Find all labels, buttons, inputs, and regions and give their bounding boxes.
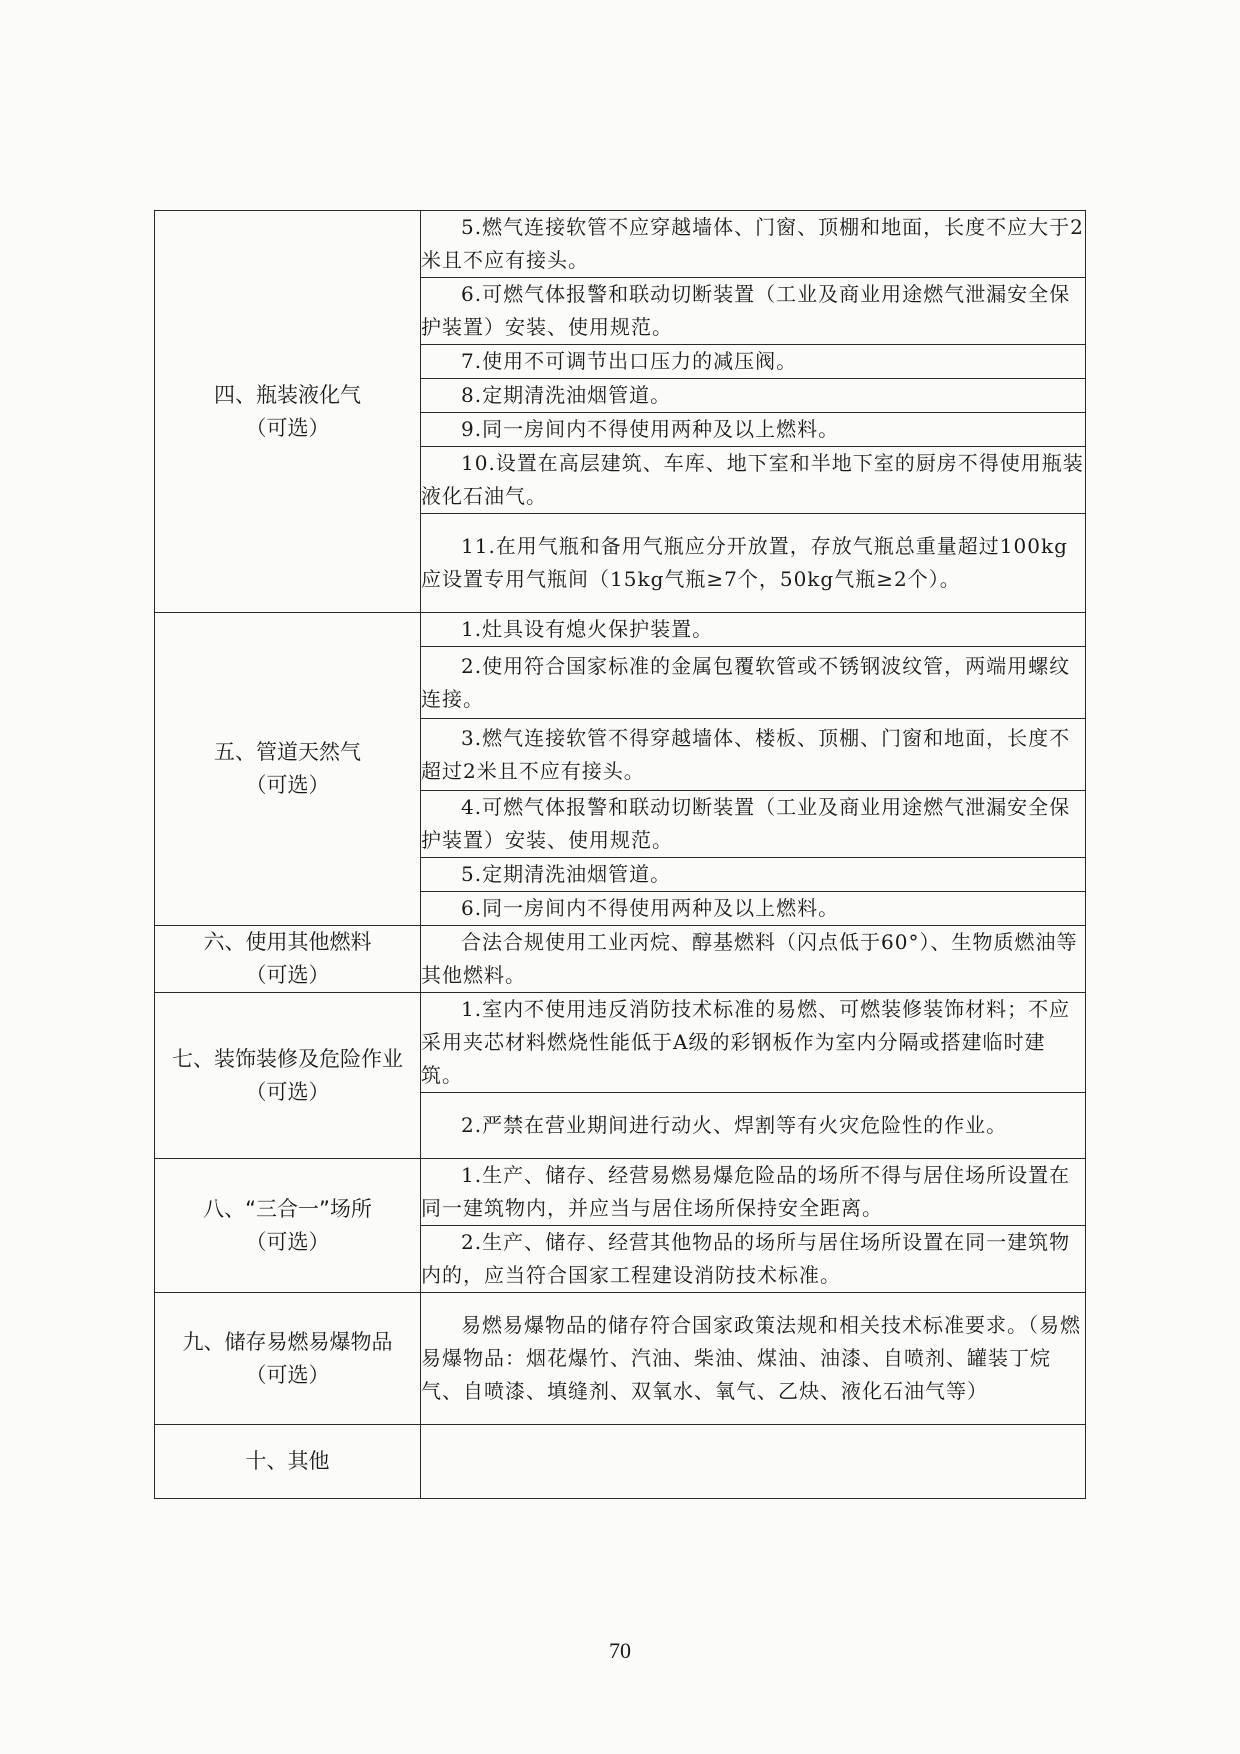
- item-text: 3.燃气连接软管不得穿越墙体、楼板、顶棚、门窗和地面，长度不超过2米且不应有接头。: [421, 725, 1071, 783]
- item-cell: [421, 211, 1086, 278]
- category-title: 十、其他: [245, 1449, 330, 1473]
- item-cell: [421, 1425, 1086, 1499]
- category-cell: [155, 211, 421, 613]
- category-optional-note: （可选）: [245, 1079, 330, 1104]
- checklist-sheet: [154, 210, 1086, 1499]
- category-optional-note: （可选）: [245, 1362, 330, 1387]
- item-text: 2.生产、储存、经营其他物品的场所与居住场所设置在同一建筑物内的，应当符合国家工程建设消防技术标准。: [421, 1230, 1071, 1287]
- item-text: 6.同一房间内不得使用两种及以上燃料。: [461, 896, 840, 920]
- item-text: 4.可燃气体报警和联动切断装置（工业及商业用途燃气泄漏安全保护装置）安装、使用规范。: [421, 795, 1071, 852]
- checklist-body: [155, 211, 1086, 1499]
- category-optional-note: （可选）: [245, 963, 330, 987]
- category-cell: [155, 1159, 421, 1293]
- item-cell: [421, 345, 1086, 379]
- item-cell: [421, 719, 1086, 791]
- item-cell: [421, 892, 1086, 926]
- item-text: 2.使用符合国家标准的金属包覆软管或不锈钢波纹管，两端用螺纹连接。: [421, 653, 1071, 711]
- category-optional-note: （可选）: [245, 773, 330, 797]
- page-number: 70: [609, 1638, 631, 1663]
- item-cell: [421, 791, 1086, 858]
- item-text: 1.生产、储存、经营易燃易爆危险品的场所不得与居住场所设置在同一建筑物内，并应当与居住场所保持安全距离。: [421, 1163, 1071, 1220]
- table-row: [155, 1425, 1086, 1499]
- category-cell: [155, 926, 421, 993]
- table-row: [155, 1159, 1086, 1226]
- checklist-table: [154, 210, 1086, 1499]
- category-cell: [155, 993, 421, 1159]
- item-cell: [421, 379, 1086, 413]
- item-cell: [421, 1293, 1086, 1425]
- item-text: 1.灶具设有熄火保护装置。: [461, 617, 714, 641]
- category-cell: [155, 1293, 421, 1425]
- category-cell: [155, 1425, 421, 1499]
- table-row: [155, 926, 1086, 993]
- item-cell: [421, 1093, 1086, 1159]
- item-cell: [421, 858, 1086, 892]
- item-text: 11.在用气瓶和备用气瓶应分开放置，存放气瓶总重量超过100kg应设置专用气瓶间（15kg气瓶≥7个，50kg气瓶≥2个）。: [421, 534, 1068, 591]
- category-optional-note: （可选）: [245, 415, 330, 440]
- item-text: 7.使用不可调节出口压力的减压阀。: [461, 349, 798, 373]
- item-cell: [421, 1226, 1086, 1293]
- item-text: 5.燃气连接软管不应穿越墙体、门窗、顶棚和地面，长度不应大于2米且不应有接头。: [421, 215, 1084, 272]
- item-text: 1.室内不使用违反消防技术标准的易燃、可燃装修装饰材料；不应采用夹芯材料燃烧性能低于A级的彩钢板作为室内分隔或搭建临时建筑。: [421, 997, 1071, 1087]
- item-text: 易燃易爆物品的储存符合国家政策法规和相关技术标准要求。（易燃易爆物品：烟花爆竹、汽油、柴油、煤油、油漆、自喷剂、罐装丁烷气、自喷漆、填缝剂、双氧水、氧气、乙炔、液化石油气等）: [421, 1313, 1081, 1403]
- item-text: 10.设置在高层建筑、车库、地下室和半地下室的厨房不得使用瓶装液化石油气。: [421, 451, 1084, 508]
- item-cell: [421, 926, 1086, 993]
- item-cell: [421, 647, 1086, 719]
- item-text: 5.定期清洗油烟管道。: [461, 862, 672, 886]
- item-cell: [421, 447, 1086, 514]
- item-cell: [421, 1159, 1086, 1226]
- category-title: 五、管道天然气: [214, 740, 361, 764]
- category-title: 九、储存易燃易爆物品: [182, 1329, 393, 1354]
- category-title: 八、“三合一”场所: [203, 1196, 372, 1221]
- item-text: 合法合规使用工业丙烷、醇基燃料（闪点低于60°）、生物质燃油等其他燃料。: [421, 930, 1078, 987]
- category-cell: [155, 613, 421, 926]
- table-row: [155, 1293, 1086, 1425]
- item-cell: [421, 514, 1086, 613]
- item-text: 8.定期清洗油烟管道。: [461, 383, 672, 407]
- table-row: [155, 993, 1086, 1093]
- category-title: 七、装饰装修及危险作业: [172, 1046, 403, 1071]
- item-cell: [421, 413, 1086, 447]
- category-optional-note: （可选）: [245, 1229, 330, 1254]
- table-row: [155, 613, 1086, 647]
- item-cell: [421, 278, 1086, 345]
- item-text: 9.同一房间内不得使用两种及以上燃料。: [461, 417, 840, 441]
- category-title: 四、瓶装液化气: [214, 382, 361, 407]
- item-text: 2.严禁在营业期间进行动火、焊割等有火灾危险性的作业。: [461, 1113, 1008, 1137]
- item-cell: [421, 993, 1086, 1093]
- category-title: 六、使用其他燃料: [203, 930, 372, 954]
- table-row: [155, 211, 1086, 278]
- item-cell: [421, 613, 1086, 647]
- item-text: 6.可燃气体报警和联动切断装置（工业及商业用途燃气泄漏安全保护装置）安装、使用规范。: [421, 282, 1071, 339]
